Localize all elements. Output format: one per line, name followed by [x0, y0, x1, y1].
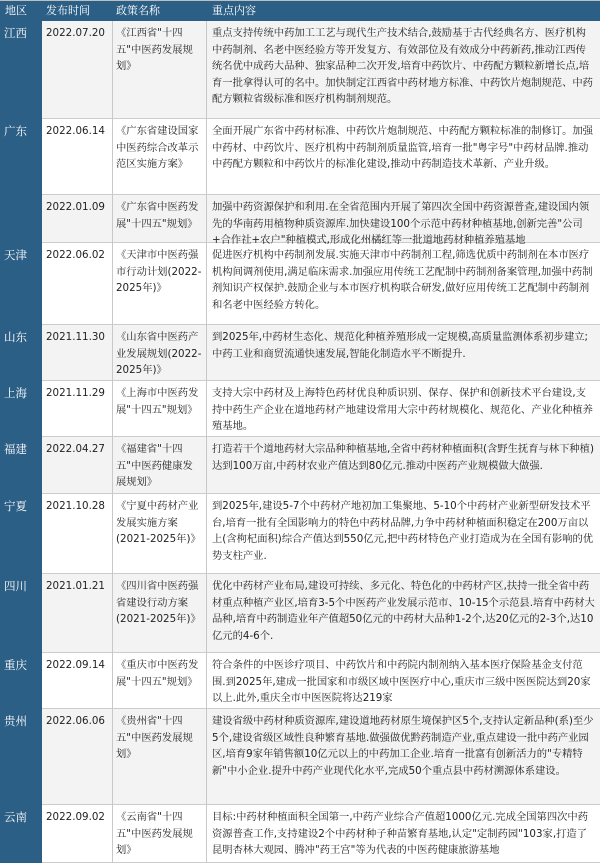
- column-divider: [112, 21, 113, 863]
- region-label: 江西: [4, 26, 27, 40]
- date-cell: 2022.09.14: [46, 659, 105, 671]
- region-cell: [0, 805, 42, 863]
- policy-cell: 《宁夏中药材产业发展实施方案(2021-2025年)》: [116, 500, 201, 545]
- region-label: 宁夏: [4, 499, 27, 513]
- content-cell: 建设省级中药材种质资源库,建设道地药材原生境保护区5个,支持认定新品种(系)至少5个,建设省级区域性良种繁育基地.做强做优黔药制造产业,重点建设一批中药产业园区,培育9家年销售额10亿元以上的中药加工企业.培育一批富有创新活力的"专精特新"中小企业.提升中药产业现代化水平,完成50个重点县中药材溯源体系建设。: [212, 715, 594, 777]
- date-cell: 2022.09.02: [46, 811, 105, 823]
- region-label: 贵州: [4, 714, 27, 728]
- region-cell: [0, 709, 42, 805]
- region-label: 上海: [4, 386, 27, 400]
- table-row: [42, 709, 600, 805]
- date-cell: 2022.06.14: [46, 125, 105, 137]
- region-cell: [0, 21, 42, 119]
- region-label: 福建: [4, 442, 27, 456]
- table-row: [42, 574, 600, 653]
- table-row: [42, 805, 600, 863]
- policy-cell: 《四川省中医药强省建设行动方案(2021-2025年)》: [116, 580, 201, 625]
- policy-cell: 《广东省建设国家中医药综合改革示范区实施方案》: [116, 125, 199, 170]
- policy-cell: 《江西省"十四五"中医药发展规划》: [116, 27, 193, 72]
- table-row: [42, 653, 600, 709]
- date-cell: 2022.04.27: [46, 443, 105, 455]
- date-cell: 2022.06.02: [46, 249, 105, 261]
- region-cell: [0, 494, 42, 574]
- content-cell: 促进医疗机构中药制剂发展.实施天津市中药制剂工程,筛选优质中药制剂在本市医疗机构间调剂使用,满足临床需求.加强应用传统工艺配制中药制剂备案管理,加强中药制剂知识产权保护.鼓励企业与本市医疗机构联合研发,做好应用传统工艺配制中药制剂和名老中医经验方转化。: [212, 249, 593, 311]
- region-cell: [0, 437, 42, 494]
- content-cell: 符合条件的中医诊疗项目、中药饮片和中药院内制剂纳入基本医疗保险基金支付范围.到2025年,建成一批国家和市级区域中医医疗中心,重庆市三级中医医院达到20家以上.此外,重庆全市中医医院将达219家: [212, 659, 591, 704]
- policy-cell: 《重庆市中医药发展"十四五"规划》: [116, 659, 199, 688]
- region-label: 广东: [4, 124, 27, 138]
- content-cell: 目标:中药材种植面积全国第一,中药产业综合产值超1000亿元.完成全国第四次中药资源普查工作,支持建设2个中药材种子种苗繁育基地,认定"定制药园"103家,打造了昆明杏林大观园、腾冲"药王宫"等为代表的中医药健康旅游基地: [212, 811, 589, 856]
- table-row: [42, 243, 600, 325]
- header-date: 发布时间: [46, 4, 90, 17]
- region-cell: [0, 381, 42, 437]
- policy-cell: 《天津市中医药强市行动计划(2022-2025年)》: [116, 249, 202, 294]
- date-cell: 2022.07.20: [46, 27, 105, 39]
- date-cell: 2021.11.30: [46, 331, 105, 343]
- header-policy: 政策名称: [116, 4, 160, 17]
- content-cell: 加强中药资源保护和利用.在全省范围内开展了第四次全国中药资源普查,建设国内领先的华南药用植物种质资源库.加快建设100个示范中药材种植基地,创新完善"公司+合作社+农户"种植模式,形成化州橘红等一批道地药材种植养殖基地: [212, 201, 590, 246]
- column-divider: [206, 21, 207, 863]
- table-row: [42, 21, 600, 119]
- content-cell: 到2025年,建设5-7个中药材产地初加工集聚地、5-10个中药材产业新型研发技术平台,培育一批有全国影响力的特色中药材品牌,力争中药材种植面积稳定在200万亩以上(含枸杞面积)综合产值达到550亿元,把中药材特色产业打造成为在全国有影响的优势支柱产业.: [212, 500, 594, 562]
- date-cell: 2022.06.06: [46, 715, 105, 727]
- region-label: 四川: [4, 579, 27, 593]
- policy-cell: 《贵州省"十四五"中医药发展规划》: [116, 715, 193, 760]
- region-label: 山东: [4, 330, 27, 344]
- date-cell: 2021.10.28: [46, 500, 105, 512]
- date-cell: 2021.11.29: [46, 387, 105, 399]
- region-cell: [0, 325, 42, 381]
- region-cell: [0, 119, 42, 243]
- table-row: [42, 325, 600, 381]
- policy-cell: 《福建省"十四五"中医药健康发展规划》: [116, 443, 193, 488]
- table-row: [42, 195, 600, 246]
- table-row: [42, 119, 600, 195]
- date-cell: 2022.01.09: [46, 201, 105, 213]
- region-label: 云南: [4, 810, 27, 824]
- date-cell: 2021.01.21: [46, 580, 105, 592]
- region-cell: [0, 574, 42, 653]
- table-row: [42, 381, 600, 437]
- policy-cell: 《云南省"十四五"中医药发展规划》: [116, 811, 193, 856]
- content-cell: 优化中药材产业布局,建设可持续、多元化、特色化的中药材产区,扶持一批全省中药材重点种植产业区,培育3-5个中医药产业发展示范市、10-15个示范县.培育中药材大品种,培育中药制造业年产值超50亿元的中药材大品种1-2个,达20亿元的2-3个,达10亿元的4-6个.: [212, 580, 595, 642]
- region-label: 重庆: [4, 658, 27, 672]
- table-header: [0, 1, 600, 21]
- region-cell: [0, 653, 42, 709]
- policy-cell: 《广东省中医药发展"十四五"规划》: [116, 201, 199, 230]
- content-cell: 支持大宗中药材及上海特色药材优良种质识别、保存、保护和创新技术平台建设,支持中药生产企业在道地药材产地建设常用大宗中药材规模化、规范化、产业化种植养殖基地。: [212, 387, 593, 432]
- content-cell: 打造若干个道地药材大宗品种种植基地,全省中药材种植面积(含野生抚育与林下种植)达到100万亩,中药材农业产值达到80亿元.推动中医药产业规模做大做强.: [212, 443, 594, 472]
- table-row: [42, 437, 600, 494]
- policy-cell: 《山东省中医药产业发展规划(2022-2025年)》: [116, 331, 202, 376]
- policy-cell: 《上海市中医药发展"十四五"规划》: [116, 387, 199, 416]
- region-cell: [0, 243, 42, 325]
- header-content: 重点内容: [212, 4, 256, 17]
- content-cell: 重点支持传统中药加工工艺与现代生产技术结合,鼓励基于古代经典名方、医疗机构中药制剂、名老中医经验方等开发复方、有效部位及有效成分中药新药,推动江西传统名优中成药大品种、独家品种二次开发,培育中药饮片、中药配方颗粒新增长点,培育一批拿得认可的名中。加快制定江西省中药材地方标准、中药饮片炮制规范、中药配方颗粒省级标准和医疗机构制剂规范。: [212, 27, 593, 105]
- content-cell: 到2025年,中药材生态化、规范化种植养殖形成一定规模,高质量监测体系初步建立;中药工业和商贸流通快速发展,智能化制造水平不断提升.: [212, 331, 589, 360]
- content-cell: 全面开展广东省中药材标准、中药饮片炮制规范、中药配方颗粒标准的制修订。加强中药材、中药饮片、医疗机构中药制剂质量监管,培育一批"粤字号"中药材品牌.推动中药配方颗粒和中药饮片的标准化建设,推动中药制造技术革新、产业升级。: [212, 125, 593, 170]
- header-region: 地区: [5, 4, 27, 17]
- table-row: [42, 494, 600, 574]
- region-label: 天津: [4, 248, 27, 262]
